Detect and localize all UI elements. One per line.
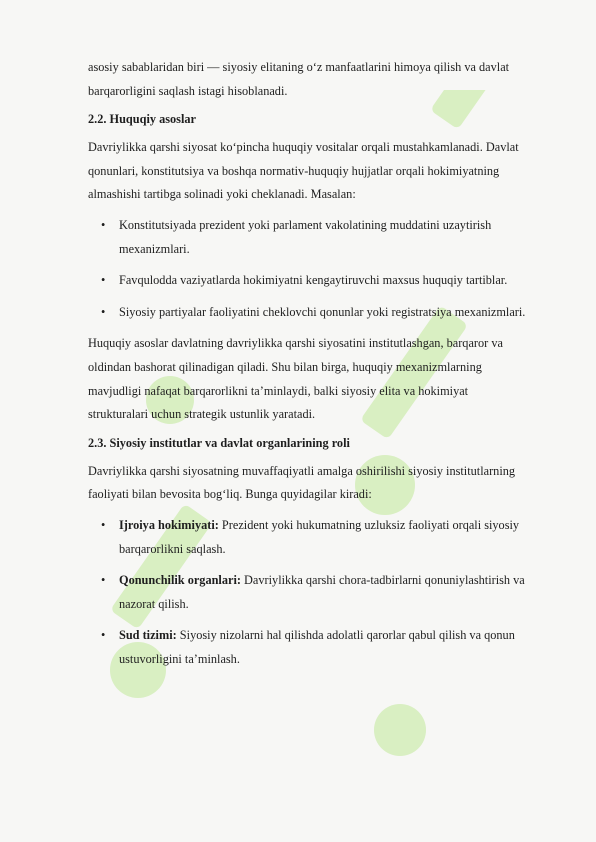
section-2-3-paragraph-1: Davriylikka qarshi siyosatning muvaffaqiyatli amalga oshirilishi siyosiy institutlarning faoliyati bilan bevosita bog‘liq. Bunga quyidagilar kiradi: <box>88 463 516 502</box>
legal-basis-list <box>88 214 526 324</box>
list-item-term: Qonunchilik organlari: <box>119 573 241 588</box>
list-item-text: Siyosiy nizolarni hal qilishda adolatli qarorlar qabul qilish va qonun ustuvorligini ta’minlash. <box>119 628 515 666</box>
institutions-list <box>88 514 526 672</box>
section-heading-2-3: 2.3. Siyosiy institutlar va davlat organlarining roli <box>88 435 350 450</box>
section-2-2-paragraph-2: Huquqiy asoslar davlatning davriylikka qarshi siyosatini institutlashgan, barqaror va oldindan bashorat qilinadigan qiladi. Shu bilan birga, huquqiy mexanizmlarning mavjudligi nafaqat barqarorlikni ta’minlaydi, balki siyosiy elita va hokimiyat strukturalari uchun strategik ustunlik yaratadi. <box>88 336 503 422</box>
document-body <box>88 56 526 679</box>
list-item: • Siyosiy partiyalar faoliyatini cheklovchi qonunlar yoki registratsiya mexanizmlari. <box>88 301 526 325</box>
list-item <box>88 514 526 561</box>
list-item-text: Davriylikka qarshi chora-tadbirlarni qonuniylashtirish va nazorat qilish. <box>119 573 525 611</box>
list-item-term: Ijroiya hokimiyati: <box>119 517 219 532</box>
section-heading-2-2: 2.2. Huquqiy asoslar <box>88 112 196 127</box>
list-item: • Favqulodda vaziyatlarda hokimiyatni kengaytiruvchi maxsus huquqiy tartiblar. <box>88 269 526 293</box>
list-item <box>88 624 526 671</box>
section-2-2-paragraph-1: Davriylikka qarshi siyosat ko‘pincha huquqiy vositalar orqali mustahkamlanadi. Davlat qonunlari, konstitutsiya va boshqa normativ-huquqiy hujjatlar orqali hokimiyatning almashishi tartibga solinadi yoki cheklanadi. Masalan: <box>88 140 519 202</box>
intro-paragraph: asosiy sabablaridan biri — siyosiy elitaning o‘z manfaatlarini himoya qilish va davlat barqarorligini saqlash istagi hisoblanadi. <box>88 60 510 98</box>
list-item: • Konstitutsiyada prezident yoki parlament vakolatining muddatini uzaytirish mexanizmlari. <box>88 214 526 261</box>
list-item <box>88 569 526 616</box>
list-item-text: Prezident yoki hukumatning uzluksiz faoliyati orqali siyosiy barqarorlikni saqlash. <box>119 517 520 556</box>
list-item-term: Sud tizimi: <box>119 628 177 643</box>
